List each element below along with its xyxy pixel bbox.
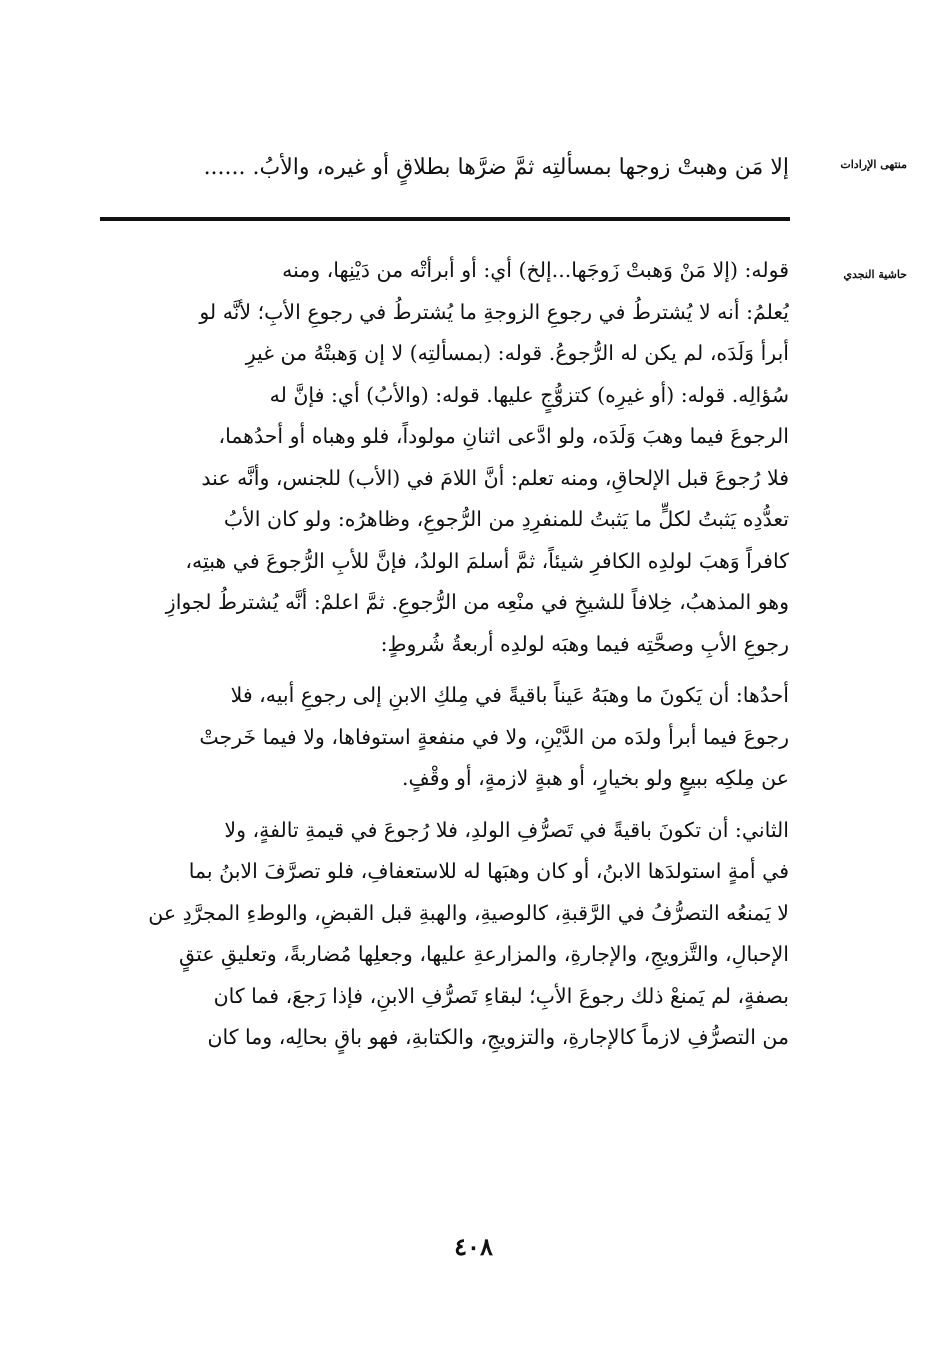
- text-line: أحدُها: أن يَكونَ ما وهبَهُ عَيناً باقيةً في مِلكِ الابنِ إلى رجوعِ أبيه، فلا: [230, 683, 789, 707]
- text-line: عن مِلكِه ببيعٍ ولو بخيارٍ، أو هبةٍ لازمةٍ، أو وقْفٍ.: [402, 766, 789, 790]
- text-line: وهو المذهبُ، خِلافاً للشيخِ في منْعِه من الرُّجوعِ. ثمَّ اعلمْ: أنَّه يُشترطُ لجوازِ: [165, 590, 789, 614]
- text-line: الثاني: أن تكونَ باقيةً في تَصرُّفِ الولدِ، فلا رُجوعَ في قيمةِ تالفةٍ، ولا: [224, 817, 789, 842]
- text-line: كافراً وَهبَ لولدِه الكافرِ شيئاً، ثمَّ أسلمَ الولدُ، فإنَّ للأبِ الرُّجوعَ في هبتِه،: [185, 548, 789, 573]
- commentary-paragraph-3: [99, 810, 789, 1059]
- text-line: من التصرُّفِ لازماً كالإجارةِ، والتزويجِ، والكتابةِ، فهو باقٍ بحالِه، وما كان: [207, 1025, 789, 1049]
- text-line: رجوعَ فيما أبرأ ولدَه من الدَّيْنِ، ولا في منفعةٍ استوفاها، ولا فيما خَرجتْ: [199, 724, 789, 749]
- text-line: الإحبالِ، والتَّزويجِ، والإجارةِ، والمزارعةِ عليها، وجعلِها مُضاربةً، وتعليقِ عتقٍ: [179, 942, 789, 966]
- text-line: قوله: (إلا مَنْ وَهبتْ زَوجَها...إلخ) أي: أو أبرأتْه من دَيْنِها، ومنه: [282, 258, 789, 282]
- commentary-paragraph-2: [99, 675, 789, 800]
- page-number: ٤٠٨: [454, 1232, 493, 1261]
- commentary-body: [99, 250, 789, 1059]
- text-line: أبرأ وَلَدَه، لم يكن له الرُّجوعُ. قوله: (بمسألتِه) لا إن وَهبتْهُ من غيرِ: [245, 341, 789, 365]
- matn-side-label: منتهى الإرادات: [840, 158, 907, 171]
- text-line: رجوعِ الأبِ وصحَّتِه فيما وهبَه لولدِه أربعةُ شُروطٍ:: [380, 631, 789, 656]
- separator-rule: [100, 217, 790, 221]
- text-line: تعدُّدِه يَثبتُ لكلٍّ ما يَثبتُ للمنفرِدِ من الرُّجوعِ، وظاهرُه: ولو كان الأبُ: [223, 507, 789, 531]
- text-line: الرجوعَ فيما وهبَ وَلَدَه، ولو ادَّعى اثنانِ مولوداً، فلو وهباه أو أحدُهما،: [218, 424, 789, 448]
- matn-text: إلا مَن وهبتْ زوجها بمسألتِه ثمَّ ضرَّها بطلاقٍ أو غيره، والأبُ. ......: [203, 155, 789, 180]
- hashiya-side-label: حاشية النجدي: [843, 268, 907, 281]
- text-line: في أمةٍ استولدَها الابنُ، أو كان وهبَها له للاستعفافِ، فلو تصرَّفَ الابنُ بما: [188, 859, 789, 883]
- text-line: فلا رُجوعَ قبل الإلحاقِ، ومنه تعلم: أنَّ اللامَ في (الأب) للجنس، وأنَّه عند: [201, 465, 789, 490]
- text-line: بصفةٍ، لم يَمنعْ ذلك رجوعَ الأبِ؛ لبقاءِ تَصرُّفِ الابنِ، فإذا رَجعَ، فما كان: [213, 983, 789, 1008]
- text-line: لا يَمنعُه التصرُّفُ في الرَّقبةِ، كالوصيةِ، والهبةِ قبل القبضِ، والوطءِ المجرَّدِ عن: [148, 900, 789, 925]
- text-line: يُعلمُ: أنه لا يُشترطُ في رجوعِ الزوجةِ ما يُشترطُ في رجوعِ الأبِ؛ لأنَّه لو: [199, 299, 789, 324]
- commentary-paragraph-1: [99, 250, 789, 665]
- text-line: سُؤالِه. قوله: (أو غيرِه) كتزوُّجٍ عليها. قوله: (والأبُ) أي: فإنَّ له: [269, 382, 789, 407]
